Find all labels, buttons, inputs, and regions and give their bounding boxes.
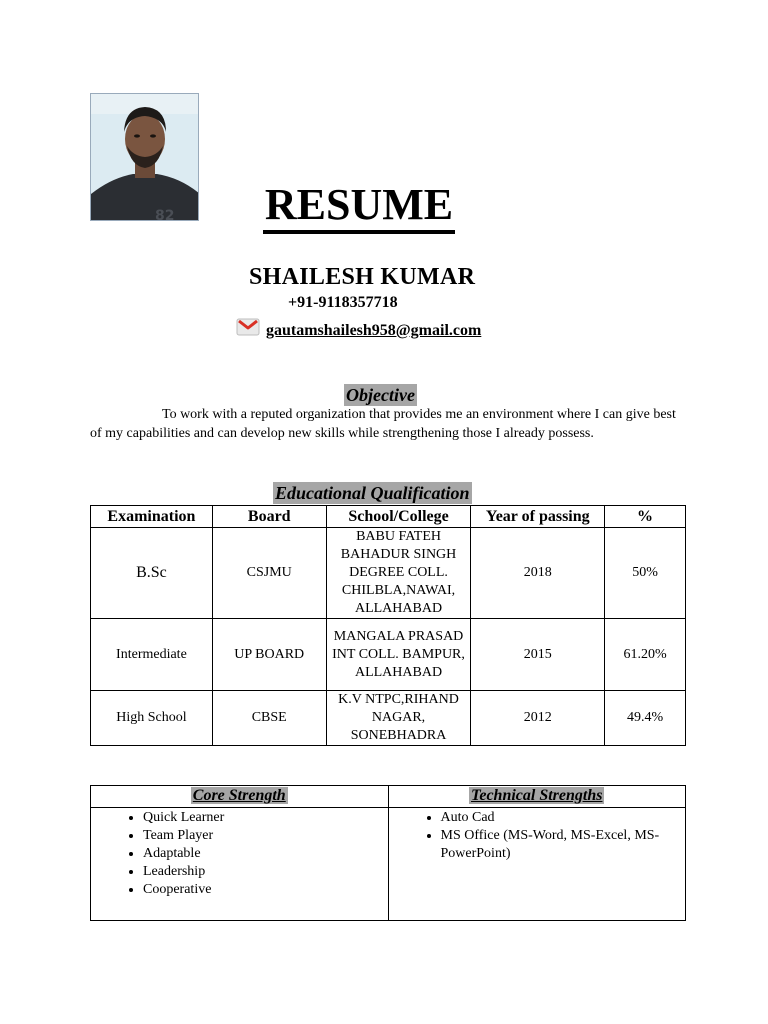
candidate-name: SHAILESH KUMAR bbox=[249, 264, 476, 290]
percent-cell: 61.20% bbox=[605, 619, 686, 691]
technical-strength-header bbox=[388, 786, 686, 808]
list-item: • Cooperative bbox=[143, 881, 387, 899]
column-header: School/College bbox=[326, 506, 471, 528]
exam-cell: High School bbox=[91, 691, 213, 746]
core-strength-heading: Core Strength bbox=[192, 787, 286, 804]
education-header-row bbox=[91, 506, 686, 528]
list-item: • Adaptable bbox=[143, 845, 387, 863]
exam-cell: Intermediate bbox=[91, 619, 213, 691]
list-item: • Auto Cad bbox=[441, 809, 685, 827]
technical-strength-cell bbox=[388, 808, 686, 921]
column-header: Examination bbox=[91, 506, 213, 528]
school-cell: K.V NTPC,RIHAND NAGAR, SONEBHADRA bbox=[326, 691, 471, 746]
objective-heading: Objective bbox=[346, 385, 415, 405]
year-cell: 2012 bbox=[471, 691, 605, 746]
table-row bbox=[91, 691, 686, 746]
column-header: Board bbox=[212, 506, 326, 528]
percent-cell: 50% bbox=[605, 528, 686, 619]
school-cell: BABU FATEH BAHADUR SINGH DEGREE COLL. CHILBLA,NAWAI, ALLAHABAD bbox=[326, 528, 471, 619]
technical-strength-list bbox=[390, 809, 685, 863]
core-strength-list bbox=[92, 809, 387, 899]
list-item: • MS Office (MS-Word, MS-Excel, MS-PowerPoint) bbox=[441, 827, 685, 863]
list-item: • Quick Learner bbox=[143, 809, 387, 827]
technical-strength-heading: Technical Strengths bbox=[471, 787, 603, 804]
objective-text: To work with a reputed organization that provides me an environment where I can give best of my capabilities and can develop new skills while strengthening those I already possess. bbox=[90, 407, 676, 441]
core-strength-header bbox=[91, 786, 389, 808]
table-row bbox=[91, 528, 686, 619]
email-link[interactable]: gautamshailesh958@gmail.com bbox=[266, 322, 482, 339]
gmail-icon bbox=[236, 316, 260, 336]
exam-cell: B.Sc bbox=[91, 528, 213, 619]
education-table bbox=[90, 505, 686, 746]
list-item: • Team Player bbox=[143, 827, 387, 845]
resume-title: RESUME bbox=[263, 180, 455, 234]
phone-number: +91-9118357718 bbox=[288, 294, 398, 311]
column-header: % bbox=[605, 506, 686, 528]
strengths-row bbox=[91, 808, 686, 921]
strengths-table bbox=[90, 785, 686, 921]
board-cell: CBSE bbox=[212, 691, 326, 746]
core-strength-cell bbox=[91, 808, 389, 921]
strengths-header-row bbox=[91, 786, 686, 808]
year-cell: 2018 bbox=[471, 528, 605, 619]
education-heading: Educational Qualification bbox=[275, 483, 470, 503]
table-row bbox=[91, 619, 686, 691]
list-item: • Leadership bbox=[143, 863, 387, 881]
svg-text:82: 82 bbox=[155, 208, 175, 221]
school-cell: MANGALA PRASAD INT COLL. BAMPUR, ALLAHABAD bbox=[326, 619, 471, 691]
column-header: Year of passing bbox=[471, 506, 605, 528]
year-cell: 2015 bbox=[471, 619, 605, 691]
percent-cell: 49.4% bbox=[605, 691, 686, 746]
board-cell: UP BOARD bbox=[212, 619, 326, 691]
resume-title-wrap bbox=[0, 180, 768, 234]
board-cell: CSJMU bbox=[212, 528, 326, 619]
